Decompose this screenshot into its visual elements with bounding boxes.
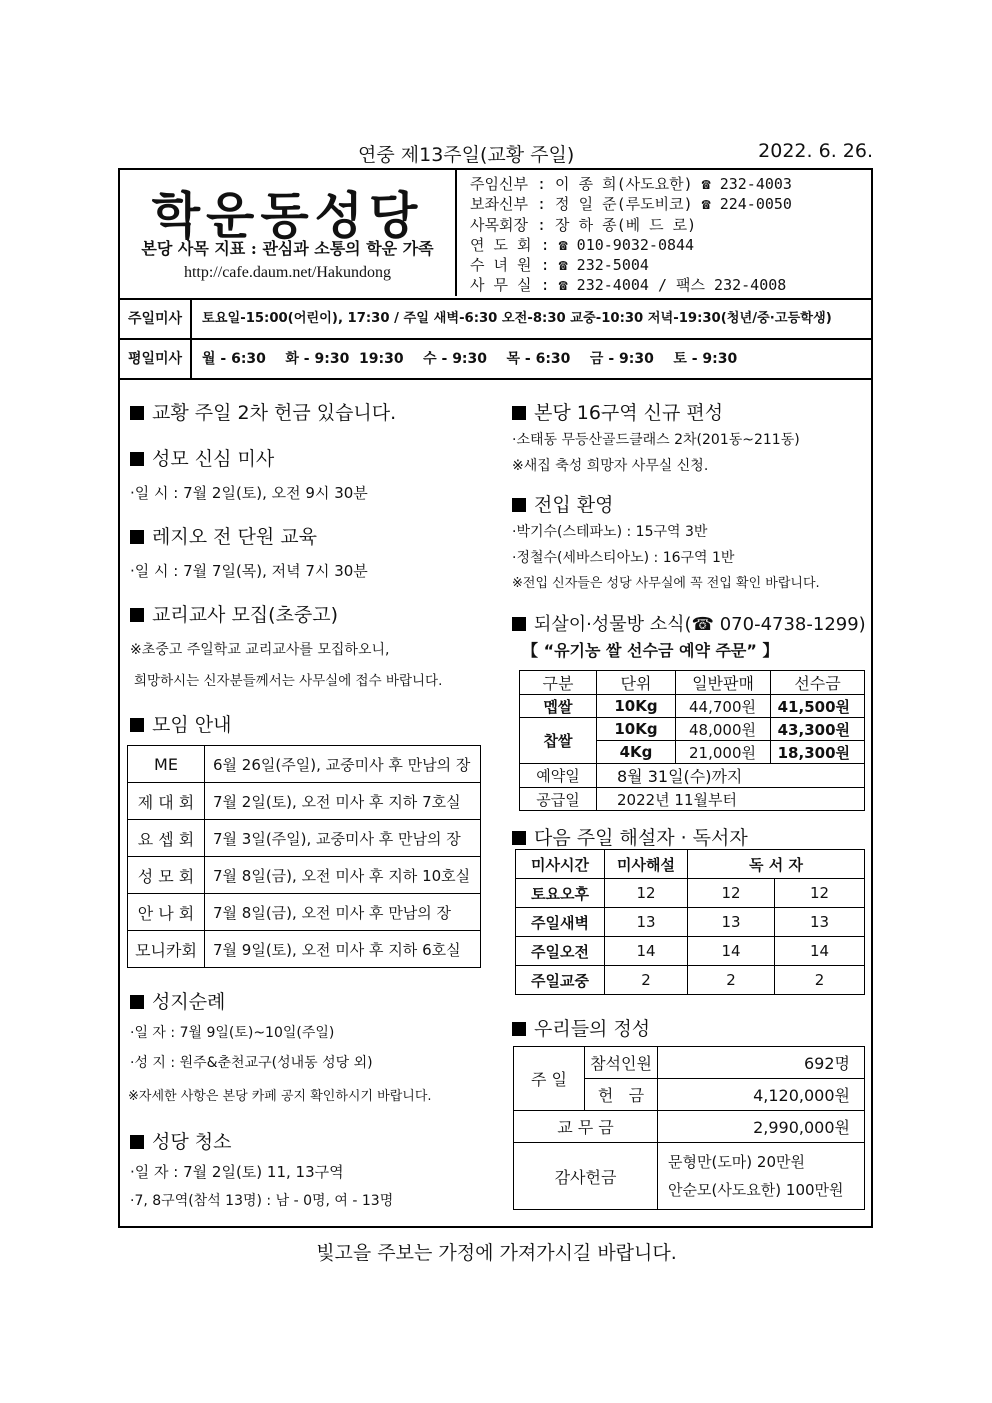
bullet-square — [130, 406, 144, 420]
attendance-label: 참석인원 — [585, 1047, 658, 1079]
thanks-offering-2: 안순모(사도요한) 100만원 — [668, 1181, 844, 1199]
contact-list — [470, 174, 870, 296]
table-row — [516, 908, 865, 937]
section-papal-collection — [130, 398, 396, 425]
cash-value: 4,120,000원 — [658, 1079, 865, 1111]
section-title: 전입 환영 — [534, 494, 614, 516]
new-district-note: ※새집 축성 희망자 사무실 신청. — [512, 458, 709, 474]
bullet-square — [512, 498, 526, 512]
liturgical-day: 연중 제13주일(교황 주일) — [358, 144, 575, 166]
table-row — [128, 746, 481, 783]
section-title: 성당 청소 — [152, 1131, 232, 1153]
dues-value: 2,990,000원 — [658, 1111, 865, 1143]
commentator-district: 13 — [605, 908, 688, 937]
table-row — [128, 783, 481, 820]
contact-convent: 수 녀 원 : ☎ 232-5004 — [470, 256, 649, 275]
weekday-mass-row — [120, 338, 871, 380]
table-row — [520, 718, 865, 741]
cash-label: 헌 금 — [585, 1079, 658, 1111]
meeting-detail: 7월 2일(토), 오전 미사 후 지하 7호실 — [205, 783, 481, 820]
cleaning-date: ·일 자 : 7월 2일(토) 11, 13구역 — [130, 1163, 344, 1181]
table-row — [520, 695, 865, 718]
reserve-label: 예약일 — [520, 764, 597, 788]
rice-price-table — [519, 670, 865, 811]
parish-url[interactable]: http://cafe.daum.net/Hakundong — [183, 264, 392, 281]
section-catechist-recruit — [130, 600, 338, 627]
sunday-mass-label: 주일미사 — [120, 300, 192, 338]
commentator-district: 12 — [605, 879, 688, 908]
table-row — [128, 857, 481, 894]
table-row — [516, 937, 865, 966]
rice-unit: 10Kg — [597, 718, 676, 741]
attendance-value: 692명 — [658, 1047, 865, 1079]
section-title: 우리들의 정성 — [534, 1018, 651, 1040]
bulletin-footer: 빛고을 주보는 가정에 가져가시길 바랍니다. — [316, 1242, 677, 1264]
table-row — [128, 820, 481, 857]
table-row — [520, 764, 865, 788]
bullet-square — [130, 530, 144, 544]
cleaning-attendance: ·7, 8구역(참석 13명) : 남 - 0명, 여 - 13명 — [130, 1193, 394, 1209]
mass-time: 주일새벽 — [516, 908, 605, 937]
table-row — [514, 1047, 865, 1079]
pilgrimage-note: ※자세한 사항은 본당 카페 공지 확인하시기 바랍니다. — [128, 1089, 432, 1104]
meeting-detail: 7월 3일(주일), 교중미사 후 만남의 장 — [205, 820, 481, 857]
section-marian-mass — [130, 444, 274, 471]
meeting-name: ME — [128, 746, 205, 783]
contact-council: 사목회장 : 장 하 종(베 드 로) — [470, 215, 697, 234]
marian-mass-schedule: ·일 시 : 7월 2일(토), 오전 9시 30분 — [130, 484, 368, 502]
legio-schedule: ·일 시 : 7월 7일(목), 저녁 7시 30분 — [130, 562, 368, 580]
column-header: 독 서 자 — [688, 850, 865, 879]
sunday-mass-times: 토요일-15:00(어린이), 17:30 / 주일 새벽-6:30 오전-8:30 교중-10:30 저녁-19:30(청년/중·고등학생) — [202, 311, 832, 326]
sunday-mass-row — [120, 298, 871, 338]
reserve-value: 8월 31일(수)까지 — [597, 764, 865, 788]
section-title: 다음 주일 해설자 · 독서자 — [534, 827, 748, 849]
table-row — [516, 850, 865, 879]
section-title: 성모 신심 미사 — [152, 448, 275, 470]
table-row — [520, 671, 865, 695]
reader-district: 14 — [688, 937, 775, 966]
section-meetings — [130, 710, 231, 737]
section-next-readers — [512, 823, 748, 850]
section-title: 교황 주일 2차 헌금 있습니다. — [152, 402, 397, 424]
column-header: 선수금 — [771, 671, 865, 695]
column-header: 단위 — [597, 671, 676, 695]
section-title: 교리교사 모집(초중고) — [152, 604, 339, 626]
column-header: 미사해설 — [605, 850, 688, 879]
section-pilgrimage — [130, 987, 225, 1014]
section-legio-education — [130, 522, 317, 549]
meetings-table — [127, 745, 481, 968]
section-new-district — [512, 398, 723, 425]
rice-unit: 10Kg — [597, 695, 676, 718]
section-church-cleaning — [130, 1127, 231, 1154]
reader-district: 13 — [688, 908, 775, 937]
reader-district: 2 — [688, 966, 775, 995]
table-row — [520, 788, 865, 811]
table-row — [128, 931, 481, 968]
weekday-mass-times: 월 - 6:30 화 - 9:30 19:30 수 - 9:30 목 - 6:30 금 - 9:30 토 - 9:30 — [202, 351, 738, 367]
commentator-district: 14 — [605, 937, 688, 966]
reader-district: 12 — [688, 879, 775, 908]
table-row — [516, 966, 865, 995]
rice-price: 21,000원 — [676, 741, 771, 764]
welcome-note: ※전입 신자들은 성당 사무실에 꼭 전입 확인 바랍니다. — [512, 576, 820, 591]
column-header: 구분 — [520, 671, 597, 695]
mass-time: 토요오후 — [516, 879, 605, 908]
section-title: 성지순례 — [152, 991, 226, 1013]
sunday-label: 주 일 — [514, 1047, 585, 1111]
column-header: 미사시간 — [516, 850, 605, 879]
section-title: 레지오 전 단원 교육 — [152, 526, 317, 548]
section-title: 모임 안내 — [152, 714, 232, 736]
meeting-name: 제 대 회 — [128, 783, 205, 820]
thanks-offerings — [658, 1143, 865, 1210]
meeting-detail: 7월 8일(금), 오전 미사 후 지하 10호실 — [205, 857, 481, 894]
rice-prepay: 18,300원 — [771, 741, 865, 764]
reader-district: 2 — [775, 966, 865, 995]
pilgrimage-place: ·성 지 : 원주&춘천교구(성내동 성당 외) — [130, 1055, 373, 1071]
meeting-name: 성 모 회 — [128, 857, 205, 894]
table-row — [514, 1143, 865, 1210]
reader-district: 13 — [775, 908, 865, 937]
mass-time: 주일교중 — [516, 966, 605, 995]
contact-office: 사 무 실 : ☎ 232-4004 / 팩스 232-4008 — [470, 276, 787, 295]
readers-table — [515, 849, 865, 995]
section-offerings — [512, 1014, 650, 1041]
welcome-member-1: ·박기수(스테파노) : 15구역 3반 — [512, 524, 708, 540]
bullet-square — [130, 718, 144, 732]
rice-prepay: 41,500원 — [771, 695, 865, 718]
bulletin-date: 2022. 6. 26. — [758, 140, 873, 162]
dues-label: 교 무 금 — [514, 1111, 658, 1143]
catechist-note: ※초중고 주일학교 교리교사를 모집하오니, — [130, 642, 390, 658]
section-title: 본당 16구역 신규 편성 — [534, 402, 724, 424]
parish-name: 학운동성당 — [151, 186, 424, 245]
new-district-location: ·소태동 무등산골드클래스 2차(201동~211동) — [512, 432, 800, 448]
section-welcome — [512, 490, 613, 517]
bullet-square — [130, 1135, 144, 1149]
contact-pastor: 주임신부 : 이 종 희(사도요한) ☎ 232-4003 — [470, 175, 792, 193]
meeting-detail: 6월 26일(주일), 교중미사 후 만남의 장 — [205, 746, 481, 783]
commentator-district: 2 — [605, 966, 688, 995]
mass-time: 주일오전 — [516, 937, 605, 966]
meeting-name: 요 셉 회 — [128, 820, 205, 857]
title-block — [120, 170, 457, 296]
pilgrimage-date: ·일 자 : 7월 9일(토)~10일(주일) — [130, 1025, 335, 1041]
section-title: 되살이·성물방 소식(☎ 070-4738-1299) — [534, 614, 866, 635]
meeting-name: 모니카회 — [128, 931, 205, 968]
rice-unit: 4Kg — [597, 741, 676, 764]
rice-type: 찹쌀 — [520, 718, 597, 764]
meeting-name: 안 나 회 — [128, 894, 205, 931]
table-row — [514, 1111, 865, 1143]
bullet-square — [130, 608, 144, 622]
bullet-square — [512, 617, 526, 631]
reader-district: 12 — [775, 879, 865, 908]
offerings-table — [513, 1046, 865, 1210]
contact-prayer: 연 도 회 : ☎ 010-9032-0844 — [470, 235, 695, 254]
bullet-square — [512, 406, 526, 420]
section-shop-news — [512, 610, 866, 636]
reader-district: 14 — [775, 937, 865, 966]
bulletin-header — [118, 138, 875, 168]
bullet-square — [512, 831, 526, 845]
meeting-detail: 7월 8일(금), 오전 미사 후 만남의 장 — [205, 894, 481, 931]
rice-price: 48,000원 — [676, 718, 771, 741]
bullet-square — [130, 452, 144, 466]
weekday-mass-label: 평일미사 — [120, 340, 192, 378]
thanks-label: 감사헌금 — [514, 1143, 658, 1210]
welcome-member-2: ·정철수(세바스티아노) : 16구역 1반 — [512, 550, 735, 566]
catechist-apply: 희망하시는 신자분들께서는 사무실에 접수 바랍니다. — [134, 673, 443, 689]
contact-assistant: 보좌신부 : 정 일 준(루도비코) ☎ 224-0050 — [470, 195, 792, 214]
table-row — [516, 879, 865, 908]
rice-price: 44,700원 — [676, 695, 771, 718]
rice-type: 멥쌀 — [520, 695, 597, 718]
thanks-offering-1: 문형만(도마) 20만원 — [668, 1153, 805, 1171]
column-header: 일반판매 — [676, 671, 771, 695]
meeting-detail: 7월 9일(토), 오전 미사 후 지하 6호실 — [205, 931, 481, 968]
supply-value: 2022년 11월부터 — [597, 788, 865, 811]
rice-order-subtitle: 【 “유기농 쌀 선수금 예약 주문” 】 — [522, 641, 779, 660]
bullet-square — [512, 1022, 526, 1036]
bullet-square — [130, 995, 144, 1009]
rice-prepay: 43,300원 — [771, 718, 865, 741]
parish-motto: 본당 사목 지표 : 관심과 소통의 학운 가족 — [141, 239, 434, 258]
supply-label: 공급일 — [520, 788, 597, 811]
table-row — [128, 894, 481, 931]
